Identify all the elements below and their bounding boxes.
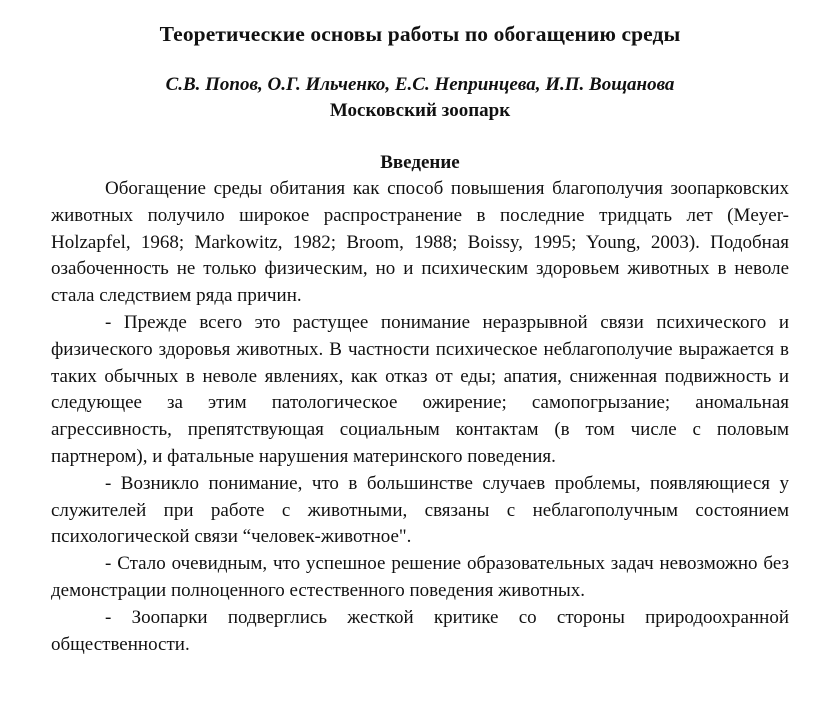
paragraph: Обогащение среды обитания как способ повышения благополучия зоопарковских животных получило широкое распространение в последние тридцать лет (Meyer-Holzapfel, 1968; Markowitz, 1982; Broom, 1988; Boissy, 1995; Young, 2003). Подобная озабоченность не только физическим, но и психическим здоровьем животных в неволе стала следствием ряда причин.: [51, 178, 789, 307]
document-title: Теоретические основы работы по обогащению среды: [159, 22, 681, 46]
affiliation: Московский зоопарк: [329, 100, 511, 121]
paragraph: - Зоопарки подверглись жесткой критике со стороны природоохранной общественности.: [51, 606, 789, 655]
document-page: [51, 20, 789, 658]
paragraph: - Прежде всего это растущее понимание неразрывной связи психического и физического здоровья животных. В частности психическое неблагополучие выражается в таких обычных в неволе явлениях, как отказ от еды; апатия, сниженная подвижность и следующее за этим патологическое ожирение; самопогрызание; аномальная агрессивность, препятствующая социальным контактам (в том числе с половым партнером), и фатальные нарушения материнского поведения.: [51, 311, 789, 467]
author-list: С.В. Попов, О.Г. Ильченко, Е.С. Непринцева, И.П. Вощанова: [165, 74, 675, 95]
section-body: [51, 176, 789, 658]
paragraph: - Возникло понимание, что в большинстве случаев проблемы, появляющиеся у служителей при работе с животными, связаны с неблагополучным состоянием психологической связи “человек-животное".: [51, 472, 789, 548]
paragraph: - Стало очевидным, что успешное решение образовательных задач невозможно без демонстрации полноценного естественного поведения животных.: [51, 553, 789, 601]
section-heading-introduction: Введение: [380, 152, 460, 173]
